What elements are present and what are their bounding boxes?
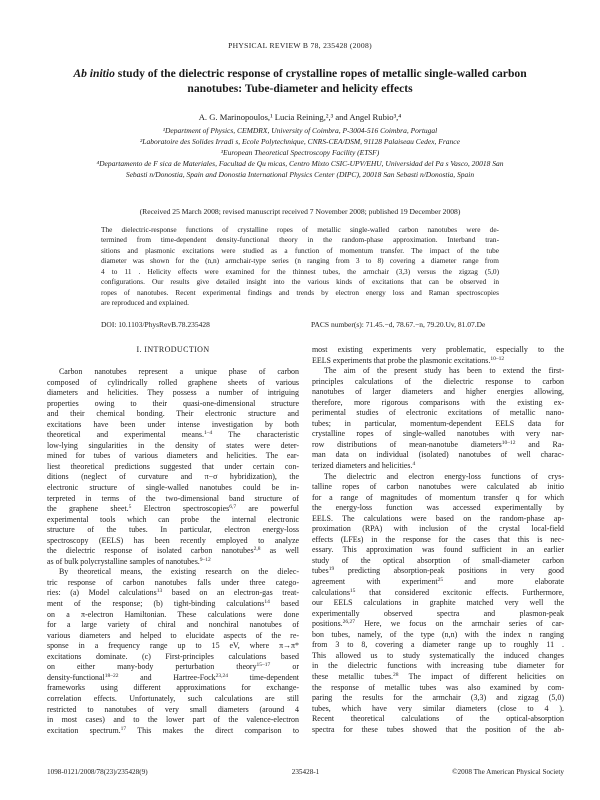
right-column <box>312 345 564 735</box>
citation-superscript[interactable]: 19 <box>328 566 335 573</box>
text-run: that considered excitonic effects. Furthermore, <box>355 587 564 597</box>
body-text-line <box>312 619 564 630</box>
text-run: the graphene sheet. <box>47 504 129 514</box>
text-run: terpreted in terms of the two-dimensional band structure of <box>47 493 299 503</box>
text-run: electronic structure of single-walled nanotubes could be in- <box>47 483 299 493</box>
text-run: predicting absorption-peak positions in very good <box>334 566 564 576</box>
body-text-line <box>47 641 299 652</box>
body-text-line <box>47 494 299 505</box>
abstract-line: ropes of nanotubes. Recent experimental findings and trends by electron energy loss and Raman spectroscopies <box>101 287 499 297</box>
abstract-line: 4 to 11 . Helicity effects were examined for the thinnest tubes, the armchair (3,3) versus the zigzag (5,0) <box>101 266 499 276</box>
text-run: excitation spectrum. <box>47 725 121 735</box>
text-run: By theoretical means, the existing research on the dielec- <box>59 567 299 577</box>
abstract-line: configurations. Our results give detailed insight into the various kinds of excitations that can be observed in <box>101 277 499 287</box>
body-text-line <box>312 714 564 725</box>
body-text-line <box>312 429 564 440</box>
body-text-line <box>312 408 564 419</box>
body-text-line <box>47 420 299 431</box>
text-run: experimentally observed spectra and plasmon-peak <box>312 608 564 618</box>
body-text-line <box>47 504 299 515</box>
citation-superscript[interactable]: 14 <box>264 599 270 606</box>
body-text-line <box>47 662 299 673</box>
text-run: frameworks using different approximations for exchange- <box>47 683 299 693</box>
body-text-line <box>312 482 564 493</box>
text-run: ditions (neglect of curvature and π−σ hybridization), the <box>47 472 299 482</box>
body-text-line <box>312 640 564 651</box>
body-text-line <box>312 609 564 620</box>
text-run: from 3 to 8, covering a diameter range up to roughly 11 . <box>312 640 564 650</box>
abstract-line: are reproduced and explained. <box>101 298 189 308</box>
text-run: restricted to nanotubes of very small diameters (around 4 <box>47 704 299 714</box>
text-run: This makes the direct comparison to <box>126 725 299 735</box>
text-run: man data on individual (isolated) nanotubes of well charac- <box>312 450 564 460</box>
body-text-line <box>312 503 564 514</box>
text-run: bon tubes, namely, of the type (n,n) with the index n ranging <box>312 629 564 639</box>
text-run: The dielectric and electron energy-loss functions of crys- <box>324 471 564 481</box>
body-text-line <box>312 545 564 556</box>
body-text-line <box>47 683 299 694</box>
body-text-line <box>312 651 564 662</box>
text-run: most existing experiments very problematic, especially to the <box>312 345 564 354</box>
affiliation-3: ³European Theoretical Spectroscopy Facility (ETSF) <box>220 148 380 157</box>
text-run: sponse in a frequency range up to 15 eV, where π→π* <box>47 641 299 651</box>
text-run: effects (LFEs) in the response for the cases that this is nec- <box>312 534 564 544</box>
abstract-line: The dielectric-response functions of crystalline ropes of metallic single-walled carbon nanotubes were de- <box>101 225 499 234</box>
abstract-line: sitions and plasmonic excitations were studied as a function of momentum transfer. The impact of the tube <box>101 245 499 255</box>
body-text-line <box>312 661 564 672</box>
text-run: excitations have been under intense investigation by both <box>47 419 299 429</box>
body-text-line <box>312 377 564 388</box>
abstract <box>101 225 499 309</box>
text-run: tric response of carbon nanotubes falls under three catego- <box>47 577 299 587</box>
text-run: essary. This approximation was found sufficient in an earlier <box>312 545 564 555</box>
text-run: tubes; in particular, momentum-dependent EELS data for <box>312 418 564 428</box>
text-run: Recent theoretical calculations of the optical-absorption <box>312 714 564 724</box>
title-italic: Ab initio <box>73 67 115 80</box>
body-text-line <box>47 610 299 621</box>
text-run: positions. <box>312 619 343 629</box>
text-run: and Hartree-Fock <box>118 672 216 682</box>
left-column <box>47 345 299 736</box>
body-text-line <box>312 387 564 398</box>
citation-superscript[interactable]: 1–4 <box>204 430 213 437</box>
body-text-line <box>47 388 299 399</box>
body-text-line <box>312 524 564 535</box>
text-run: The aim of the present study has been to extend the first- <box>324 366 564 376</box>
text-run: time-dependent <box>227 672 299 682</box>
title-line2: nanotubes: Tube-diameter and helicity effects <box>187 82 413 95</box>
body-text-line <box>47 472 299 483</box>
text-run: Carbon nanotubes represent a unique phase of carbon <box>59 367 299 376</box>
body-text-line <box>312 704 564 715</box>
citation-superscript[interactable]: 18–22 <box>104 672 119 679</box>
body-text-line <box>47 588 299 599</box>
citation-superscript[interactable]: 5 <box>128 504 132 511</box>
text-run: on a π-electron Hamiltonian. These calculations were done <box>47 609 299 619</box>
text-run: The impact of different helicities on <box>398 671 564 681</box>
text-run: these metallic tubes. <box>312 671 394 681</box>
citation-superscript[interactable]: 15 <box>349 587 356 594</box>
text-run: experimental tools which can probe the internal electronic <box>47 514 299 524</box>
text-run: EELS. The calculations were based on the random-phase ap- <box>312 513 564 523</box>
text-run: for a range of magnitudes of momentum transfer q for which <box>312 492 564 502</box>
text-run: excitations dominate. (c) First-principles calculations based <box>47 651 299 661</box>
citation-superscript[interactable]: 9–12 <box>199 556 211 563</box>
text-run: talline ropes of carbon nanotubes were calculated ab initio <box>312 482 564 492</box>
section-heading: I. INTRODUCTION <box>136 345 210 354</box>
text-run: ries: (a) Model calculations <box>47 588 157 598</box>
citation-superscript[interactable]: 13 <box>156 588 163 595</box>
text-run: and more elaborate <box>443 577 564 587</box>
text-run: therefore, more rigorous comparisons with the existing ex- <box>312 397 564 407</box>
text-run: mined for tubes of various diameters and helicities. The ear- <box>47 451 299 461</box>
text-run: paring the results for the armchair (3,3) and zigzag (5,0) <box>312 693 564 703</box>
text-run: density-functional <box>47 672 105 682</box>
text-run: spectroscopy (EELS) has been recently employed to analyze <box>47 535 299 545</box>
text-run: crystalline ropes of single-walled nanotubes with very nar- <box>312 429 564 439</box>
body-text-line <box>47 726 299 737</box>
text-run: diameters and helicities. They possess a number of intriguing <box>47 388 299 398</box>
text-run: in most cases) and to the lower part of the valence-electron <box>47 715 299 725</box>
body-text-line <box>312 514 564 525</box>
text-run: in the dielectric functions with increasing tube diameter for <box>312 661 564 671</box>
text-run: proximation (RPA) with inclusion of the crystal local-field <box>312 524 564 534</box>
body-text-line <box>47 715 299 726</box>
text-run: The characteristic <box>212 430 299 440</box>
abstract-line: diameter was shown for the (n,n) armchair-type series (n ranging from 3 to 8) covering a diameter range from <box>101 256 499 266</box>
body-text-line <box>47 525 299 536</box>
body-text-line <box>47 694 299 705</box>
body-text-line <box>47 515 299 526</box>
pacs-numbers: PACS number(s): 71.45.−d, 78.67.−n, 79.20.Uv, 81.07.De <box>311 320 486 329</box>
body-text-line <box>47 378 299 389</box>
title-line1: study of the dielectric response of crystalline ropes of metallic single-walled carbon <box>114 67 527 80</box>
body-text-line <box>312 472 564 483</box>
footer-issn: 1098-0121/2008/78(23)/235428(9) <box>47 768 148 776</box>
body-text-line <box>47 705 299 716</box>
text-run: principles calculations of the dielectric response to carbon <box>312 376 564 386</box>
body-text-line <box>47 409 299 420</box>
footer-page-number: 235428-1 <box>291 768 320 776</box>
text-run: and Ra- <box>515 439 564 449</box>
doi-link[interactable]: DOI: 10.1103/PhysRevB.78.235428 <box>101 320 210 329</box>
body-text-line <box>47 441 299 452</box>
body-text-line <box>47 567 299 578</box>
text-run: the dielectric response of isolated carbon nanotubes <box>47 546 254 556</box>
text-run: liest theoretical predictions suggested that under certain con- <box>47 461 299 471</box>
right-column-body <box>312 345 564 735</box>
citation-superscript[interactable]: 26,27 <box>342 619 356 626</box>
text-run: as of bulk polycrystalline samples of nanotubes. <box>47 556 200 566</box>
text-run: on either many-body perturbation theory <box>47 662 257 672</box>
citation-superscript[interactable]: 4 <box>412 461 416 468</box>
article-title <box>40 66 560 96</box>
text-run: nanotubes of larger diameters and higher energies allowing, <box>312 387 564 397</box>
body-text-line <box>47 578 299 589</box>
citation-superscript[interactable]: 10–12 <box>490 355 505 362</box>
text-run: theoretical and experimental means. <box>47 430 204 440</box>
text-run: the energy-loss function was accessed experimentally by <box>312 503 564 513</box>
text-run: based on an electron-gas treat- <box>162 588 299 598</box>
body-text-line <box>47 536 299 547</box>
citation-superscript[interactable]: 17 <box>120 725 127 732</box>
body-text-line <box>312 556 564 567</box>
citation-superscript[interactable]: 15–17 <box>256 662 271 669</box>
body-text-line <box>312 345 564 356</box>
affiliations <box>30 125 570 180</box>
text-run: ment of the response; (b) tight-binding calculations <box>47 599 265 609</box>
left-column-body <box>47 367 299 736</box>
citation-superscript[interactable]: 23,24 <box>215 672 228 679</box>
body-text-line <box>312 725 564 736</box>
body-text-line <box>312 450 564 461</box>
body-text-line <box>312 419 564 430</box>
text-run: various diameters and helped to elucidate aspects of the re- <box>47 630 299 640</box>
affiliation-2: ²Laboratoire des Solides Irradi s, Ecole Polytechnique, CNRS-CEA/DSM, 91128 Palaiseau Cedex, France <box>140 137 460 146</box>
body-text-line <box>312 493 564 504</box>
text-run: are powerful <box>236 504 299 514</box>
body-text-line <box>312 577 564 588</box>
body-text-line <box>312 672 564 683</box>
body-text-line <box>47 399 299 410</box>
abstract-line: termined from time-dependent density-functional theory in the random-phase approximation. Interband tran- <box>101 235 499 245</box>
body-text-line <box>312 366 564 377</box>
body-text-line <box>47 557 299 568</box>
text-run: Electron spectroscopies <box>131 504 230 514</box>
text-run: This allowed us to study systematically the induced changes <box>312 650 564 660</box>
body-text-line <box>312 440 564 451</box>
text-run: our EELS calculations in graphite matched very well the <box>312 598 564 608</box>
body-text-line <box>312 356 564 367</box>
running-head: PHYSICAL REVIEW B 78, 235428 (2008) <box>228 41 372 50</box>
text-run: for a large variety of chiral and nonchiral nanotubes of <box>47 620 299 630</box>
author-list: A. G. Marinopoulos,¹ Lucia Reining,²,³ and Angel Rubio³,⁴ <box>198 112 402 122</box>
body-text-line <box>47 430 299 441</box>
page-footer <box>47 768 564 780</box>
text-run: EELS experiments that probe the plasmonic excitations. <box>312 355 491 365</box>
body-text-line <box>47 631 299 642</box>
affiliation-4: ⁴Departamento de F sica de Materiales, Facultad de Qu micas, Centro Mixto CSIC-UPV/EHU, Universidad del Pa s Vasco, 20018 San <box>96 159 504 168</box>
affiliation-4-cont: Sebasti n/Donostia, Spain and Donostia International Physics Center (DIPC), 20018 San Sebasti n/Donostia, Spain <box>125 170 475 179</box>
citation-superscript[interactable]: 25 <box>437 577 444 584</box>
body-text-line <box>47 546 299 557</box>
text-run: Here, we focus on the armchair series of car- <box>355 619 564 629</box>
text-run: terized diameters and helicities. <box>312 461 413 471</box>
body-text-line <box>47 599 299 610</box>
text-run: perimental studies of electronic excitations of metallic nano- <box>312 408 564 418</box>
text-run: calculations <box>312 587 350 597</box>
text-run: structure of the tubes. In particular, electron energy-loss <box>47 525 299 535</box>
body-text-line <box>312 693 564 704</box>
footer-copyright: ©2008 The American Physical Society <box>452 768 564 776</box>
citation-superscript[interactable]: 2,8 <box>253 546 261 553</box>
text-run: spectra for these tubes showed that the position of the ab- <box>312 724 564 734</box>
body-text-line <box>312 535 564 546</box>
text-run: low-lying singularities in the density of states were deter- <box>47 440 299 450</box>
body-text-line <box>312 566 564 577</box>
text-run: as well <box>260 546 299 556</box>
text-run: the response of metallic tubes was also examined by com- <box>312 682 564 692</box>
body-text-line <box>47 462 299 473</box>
text-run: tubes <box>312 566 329 576</box>
body-text-line <box>312 461 564 472</box>
text-run: tubes, which have very similar diameters (close to 4 ). <box>312 703 564 713</box>
received-dates: (Received 25 March 2008; revised manuscript received 7 November 2008; published 19 December 2008) <box>139 207 461 216</box>
affiliation-1: ¹Department of Physics, CEMDRX, University of Coimbra, P-3004-516 Coimbra, Portugal <box>162 126 438 135</box>
citation-superscript[interactable]: 28 <box>393 671 399 678</box>
body-text-line <box>312 630 564 641</box>
text-run: correlation effects. Unfortunately, such calculations are still <box>47 693 299 703</box>
text-run: agreement with experiment <box>312 577 438 587</box>
body-text-line <box>47 483 299 494</box>
body-text-line <box>312 398 564 409</box>
citation-superscript[interactable]: 10–12 <box>501 439 516 446</box>
text-run: and their chemical bonding. Their electronic structure and <box>47 409 299 419</box>
body-text-line <box>47 451 299 462</box>
body-text-line <box>47 673 299 684</box>
text-run: row distributions of mean-nanotube diameters <box>312 439 502 449</box>
text-run: study of the optical absorption of small-diameter carbon <box>312 555 564 565</box>
text-run: based <box>269 599 299 609</box>
body-text-line <box>47 620 299 631</box>
body-text-line <box>47 367 299 378</box>
text-run: properties owing to their quasi-one-dimensional structure <box>47 398 299 408</box>
body-text-line <box>312 588 564 599</box>
text-run: composed of cylindrically rolled graphene sheets of various <box>47 377 299 387</box>
citation-superscript[interactable]: 6,7 <box>229 504 237 511</box>
text-run: or <box>270 662 299 672</box>
body-text-line <box>312 598 564 609</box>
body-text-line <box>47 652 299 663</box>
body-text-line <box>312 683 564 694</box>
